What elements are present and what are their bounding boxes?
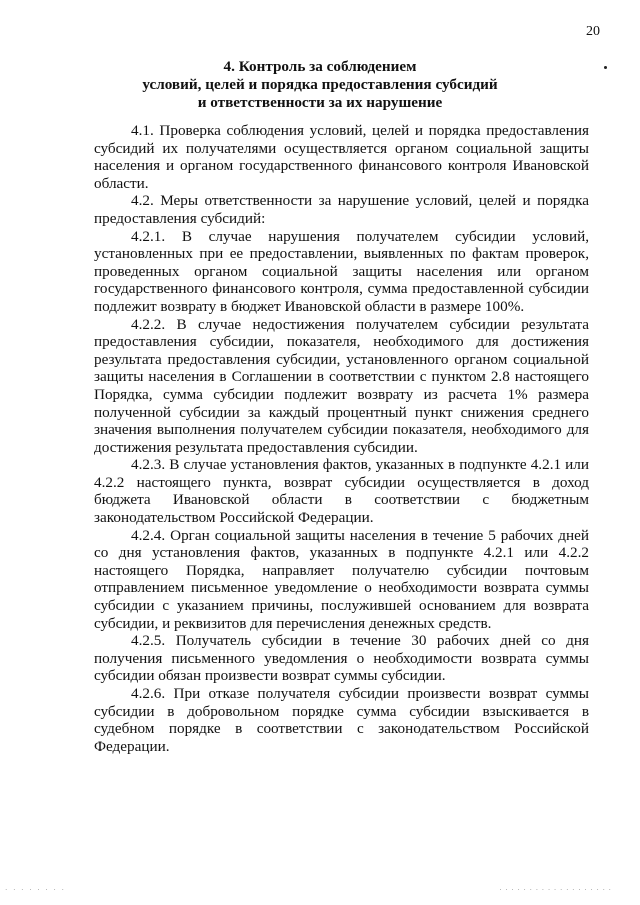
paragraph-4-2-6: 4.2.6. При отказе получателя субсидии произвести возврат суммы субсидии в добровольном порядке сумма субсидии взыскивается в судебном порядке в соответствии с законодательством Российской Федерации. [94,685,589,755]
paragraph-4-2-3: 4.2.3. В случае установления фактов, указанных в подпункте 4.2.1 или 4.2.2 настоящего пункта, возврат субсидии осуществляется в доход бюджета Ивановской области в соответствии с бюджетным законодательством Российской Федерации. [94,456,589,527]
section-title [40,58,600,112]
scan-dot [604,66,607,69]
paragraph-4-2-1: 4.2.1. В случае нарушения получателем субсидии условий, установленных при ее предоставлении, выявленных по фактам проверок, проведенных органом социальной защиты населения или органом государственного финансового контроля, сумма предоставленной субсидии подлежит возврату в бюджет Ивановской области в размере 100%. [94,227,589,315]
paragraph-4-2-4: 4.2.4. Орган социальной защиты населения в течение 5 рабочих дней со дня установления фактов, указанных в подпункте 4.2.1 или 4.2.2 настоящего Порядка, направляет получателю субсидии почтовым отправлением письменное уведомление о необходимости возврата суммы субсидии с указанием причины, послужившей основанием для возврата субсидии, и реквизитов для перечисления денежных средств. [94,526,589,632]
scan-artifact-left: · · · · · · · · [5,886,66,894]
paragraph-4-2-5: 4.2.5. Получатель субсидии в течение 30 рабочих дней со дня получения письменного уведомления о необходимости возврата суммы субсидии обязан произвести возврат суммы субсидии. [94,632,589,685]
scan-footer-artifacts [0,886,640,894]
document-body [94,122,589,755]
paragraph-4-1: 4.1. Проверка соблюдения условий, целей и порядка предоставления субсидий их получателями осуществляется органом социальной защиты населения и органом государственного финансового контроля Ивановской области. [94,122,589,192]
paragraph-4-2: 4.2. Меры ответственности за нарушение условий, целей и порядка предоставления субсидий: [94,192,589,227]
paragraph-4-2-2: 4.2.2. В случае недостижения получателем субсидии результата предоставления субсидии, показателя, необходимого для достижения результата предоставления субсидии, установленного органом социальной защиты населения в Соглашении в соответствии с пунктом 2.8 настоящего Порядка, сумма субсидии подлежит возврату из расчета 1% размера полученной субсидии за каждый процентный пункт снижения среднего значения выполнения получателем субсидии показателя, необходимого для достижения результата предоставления субсидии. [94,315,589,456]
title-line-3: и ответственности за их нарушение [197,94,443,111]
page-number: 20 [586,24,600,39]
scan-artifact-right: · · · · · · · · · · · · · · · · · · · [499,886,612,894]
title-line-1: 4. Контроль за соблюдением [223,58,417,75]
title-line-2: условий, целей и порядка предоставления субсидий [142,76,498,93]
